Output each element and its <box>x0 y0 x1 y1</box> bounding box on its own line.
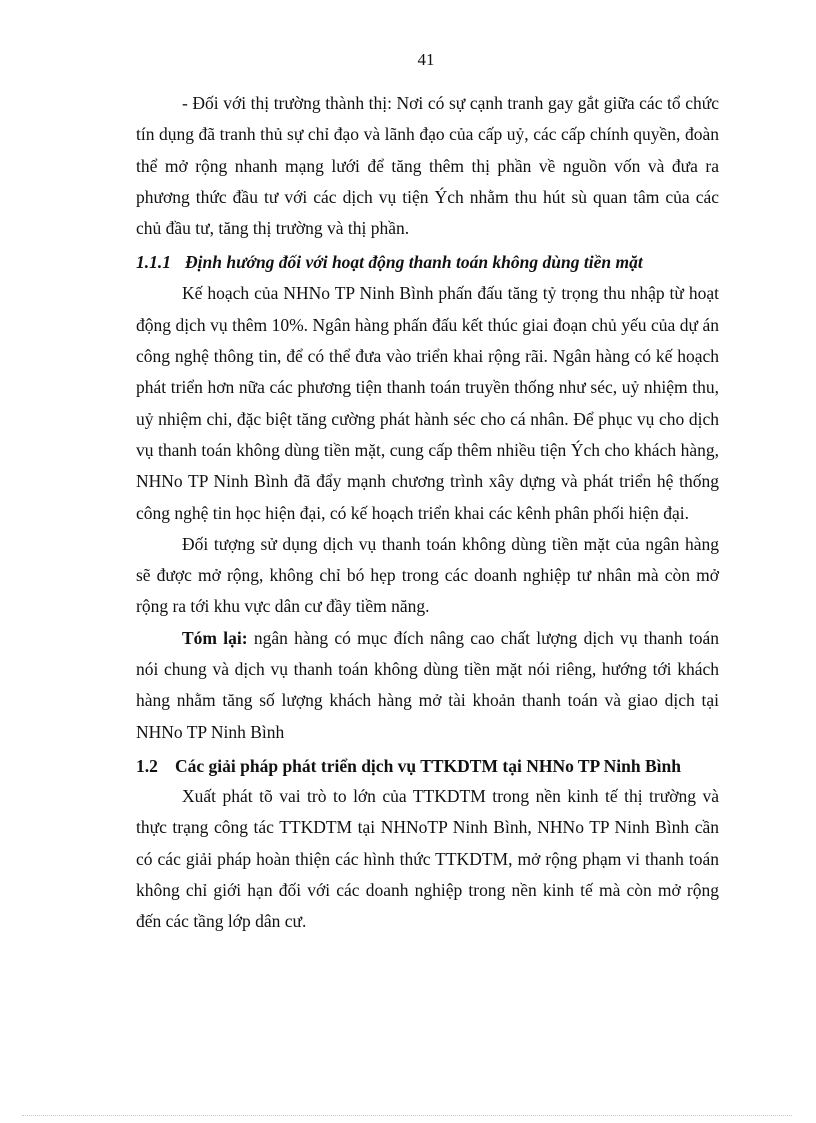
paragraph-urban-market: - Đối với thị trường thành thị: Nơi có sự cạnh tranh gay gắt giữa các tổ chức tín dụng đã tranh thủ sự chỉ đạo và lãnh đạo của cấp uỷ, các cấp chính quyền, đoàn thể mở rộng nhanh mạng lưới để tăng thêm thị phần về nguồn vốn và đưa ra phương thức đầu tư với các dịch vụ tiện Ých nhằm thu hút sù quan tâm của các chủ đầu tư, tăng thị trường và thị phần. <box>136 93 719 239</box>
section-heading-1-1-1 <box>136 246 719 278</box>
summary-lead: Tóm lại: <box>182 627 248 648</box>
section-number: 1.1.1 <box>136 252 171 273</box>
paragraph-service-users: Đối tượng sử dụng dịch vụ thanh toán không dùng tiền mặt của ngân hàng sẽ được mở rộng, không chỉ bó hẹp trong các doanh nghiệp tư nhân mà còn mở rộng ra tới khu vực dân cư đầy tiềm năng. <box>136 533 719 617</box>
paragraph-bank-plan: Kế hoạch của NHNo TP Ninh Bình phấn đấu tăng tỷ trọng thu nhập từ hoạt động dịch vụ thêm 10%. Ngân hàng phấn đấu kết thúc giai đoạn chủ yếu của dự án công nghệ thông tin, để có thể đưa vào triển khai rộng rãi. Ngân hàng có kế hoạch phát triển hơn nữa các phương tiện thanh toán truyền thống như séc, uỷ nhiệm thu, uỷ nhiệm chi, đặc biệt tăng cường phát hành séc cho cá nhân. Để phục vụ cho dịch vụ thanh toán không dùng tiền mặt, cung cấp thêm nhiều tiện Ých cho khách hàng, NHNo TP Ninh Bình đã đẩy mạnh chương trình xây dựng và phát triển hệ thống công nghệ tin học hiện đại, có kế hoạch triển khai các kênh phân phối hiện đại. <box>136 283 719 523</box>
section-title: Định hướng đối với hoạt động thanh toán không dùng tiền mặt <box>185 252 643 273</box>
section-heading-1-2 <box>136 752 719 781</box>
page-number: 41 <box>417 50 435 69</box>
paragraph-solutions: Xuất phát tõ vai trò to lớn của TTKDTM trong nền kinh tế thị trường và thực trạng công tác TTKDTM tại NHNoTP Ninh Bình, NHNo TP Ninh Bình cần có các giải pháp hoàn thiện các hình thức TTKDTM, mở rộng phạm vi thanh toán không chỉ giới hạn đối với các doanh nghiệp trong nền kinh tế mà còn mở rộng đến các tầng lớp dân cư. <box>136 785 719 932</box>
section-title: Các giải pháp phát triển dịch vụ TTKDTM tại NHNo TP Ninh Bình <box>175 755 681 776</box>
page-bottom-divider <box>22 1115 792 1116</box>
summary-text: ngân hàng có mục đích nâng cao chất lượng dịch vụ thanh toán nói chung và dịch vụ thanh toán không dùng tiền mặt nói riêng, hướng tới khách hàng nhằm tăng số lượng khách hàng mở tài khoản thanh toán và giao dịch tại NHNo TP Ninh Bình <box>136 627 720 742</box>
document-body <box>136 88 719 937</box>
paragraph-summary <box>136 623 719 748</box>
section-number: 1.2 <box>136 755 158 776</box>
